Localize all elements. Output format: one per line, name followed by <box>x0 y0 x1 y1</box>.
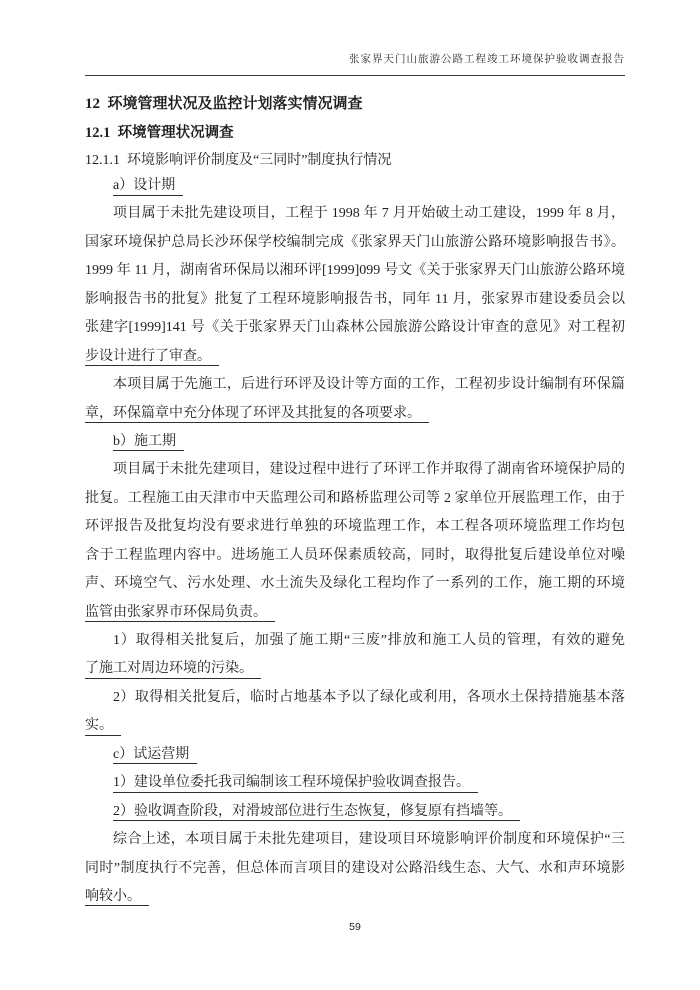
body-line <box>85 257 625 285</box>
body-line <box>85 570 625 598</box>
subsection-label <box>85 428 625 456</box>
body-line <box>85 599 625 627</box>
section-heading-12: 12 环境管理状况及监控计划落实情况调查 <box>85 96 363 112</box>
underlined-text: 章，环保篇章中充分体现了环评及其批复的各项要求。 <box>85 406 429 424</box>
body-line <box>85 712 625 740</box>
underlined-text: c）试运营期 <box>113 747 197 765</box>
body-line <box>85 513 625 541</box>
underlined-text: 1）建设单位委托我司编制该工程环境保护验收调查报告。 <box>113 775 478 793</box>
underlined-text: 影响报告书的批复》批复了工程环境影响报告书，同年 11 月，张家界市建设委员会以 <box>85 286 625 314</box>
underlined-text: 含于工程监理内容中。进场施工人员环保素质较高，同时，取得批复后建设单位对噪 <box>85 542 625 570</box>
body-line <box>85 343 625 371</box>
body-line <box>85 371 625 399</box>
underlined-text: 1999 年 11 月，湖南省环保局以湘环评[1999]099 号文《关于张家界天门山旅游公路环境 <box>85 257 625 285</box>
underlined-text: 本项目属于先施工，后进行环评及设计等方面的工作，工程初步设计编制有环保篇 <box>113 371 625 399</box>
underlined-text: 张建字[1999]141 号《关于张家界天门山森林公园旅游公路设计审查的意见》对工程初 <box>85 314 625 342</box>
body-line <box>85 229 625 257</box>
list-item-line <box>85 684 625 712</box>
underlined-text: 综合上述，本项目属于未批先建项目，建设项目环境影响评价制度和环境保护“三 <box>113 826 625 854</box>
underlined-text: 监管由张家界市环保局负责。 <box>85 605 275 623</box>
section-heading-12-1: 12.1 环境管理状况调查 <box>85 125 234 141</box>
page-number: 59 <box>349 921 361 933</box>
underlined-text: 环评报告及批复均没有要求进行单独的环境监理工作，本工程各项环境监理工作均包 <box>85 513 625 541</box>
underlined-text: 同时”制度执行不完善，但总体而言项目的建设对公路沿线生态、大气、水和声环境影 <box>85 855 625 883</box>
underlined-text: 2）验收调查阶段，对滑坡部位进行生态恢复，修复原有挡墙等。 <box>113 804 520 822</box>
underlined-text: 项目属于未批先建设项目，工程于 1998 年 7 月开始破土动工建设，1999 年 8 月， <box>113 200 625 228</box>
body-line <box>85 485 625 513</box>
underlined-text: a）设计期 <box>113 178 183 196</box>
list-item-line <box>85 769 625 797</box>
body-line <box>85 200 625 228</box>
body-line <box>85 655 625 683</box>
underlined-text: 2）取得相关批复后，临时占地基本予以了绿化或利用，各项水土保持措施基本落 <box>113 684 625 712</box>
header-rule <box>85 75 625 76</box>
subsection-label <box>85 741 625 769</box>
underlined-text: 步设计进行了审查。 <box>85 349 219 367</box>
running-header: 张家界天门山旅游公路工程竣工环境保护验收调查报告 <box>349 54 625 65</box>
underlined-text: b）施工期 <box>113 434 184 452</box>
document-body <box>85 172 625 911</box>
body-line <box>85 542 625 570</box>
subsection-label <box>85 172 625 200</box>
underlined-text: 响较小。 <box>85 889 149 907</box>
underlined-text: 实。 <box>85 718 121 736</box>
underlined-text: 1）取得相关批复后，加强了施工期“三废”排放和施工人员的管理，有效的避免 <box>113 627 625 655</box>
body-line <box>85 286 625 314</box>
underlined-text: 国家环境保护总局长沙环保学校编制完成《张家界天门山旅游公路环境影响报告书》。 <box>85 229 625 257</box>
underlined-text: 项目属于未批先建项目，建设过程中进行了环评工作并取得了湖南省环境保护局的 <box>113 456 625 484</box>
underlined-text: 了施工对周边环境的污染。 <box>85 661 261 679</box>
body-line <box>85 826 625 854</box>
body-line <box>85 314 625 342</box>
underlined-text: 批复。工程施工由天津市中天监理公司和路桥监理公司等 2 家单位开展监理工作，由于 <box>85 485 625 513</box>
underlined-text: 声、环境空气、污水处理、水土流失及绿化工程均作了一系列的工作，施工期的环境 <box>85 570 625 598</box>
body-line <box>85 855 625 883</box>
section-heading-12-1-1: 12.1.1 环境影响评价制度及“三同时”制度执行情况 <box>85 153 392 168</box>
list-item-line <box>85 627 625 655</box>
body-line <box>85 400 625 428</box>
body-line <box>85 883 625 911</box>
body-line <box>85 456 625 484</box>
list-item-line <box>85 798 625 826</box>
